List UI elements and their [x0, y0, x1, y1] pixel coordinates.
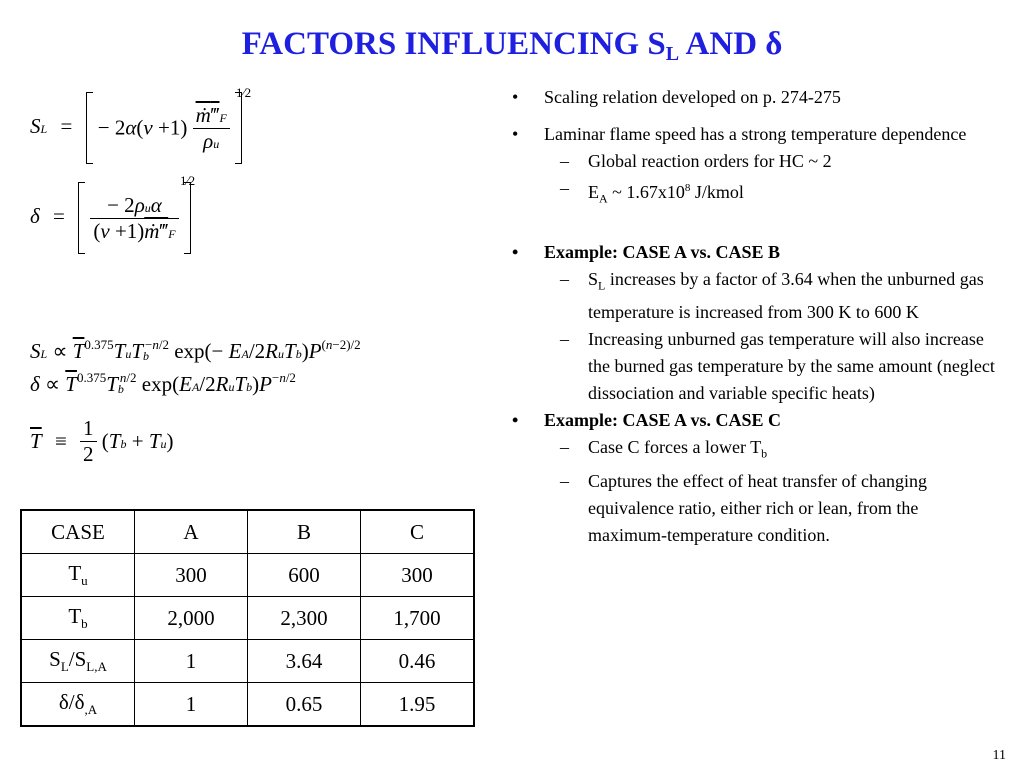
table-cell: 0.46 — [361, 640, 475, 683]
bullet-item: • Scaling relation developed on p. 274-275 — [508, 84, 998, 111]
table-cell: 1 — [135, 640, 248, 683]
table-cell: 300 — [361, 554, 475, 597]
table-header-row — [21, 510, 474, 554]
table-header-cell: B — [248, 510, 361, 554]
slide-title: FACTORS INFLUENCING $S_L$ AND δ — [241, 26, 783, 65]
sub-bullet-item: – Increasing unburned gas temperature will also increase the burned gas temperature by the same amount (neglect dissociation and variable specific heats) — [508, 326, 998, 407]
case-comparison-table — [20, 509, 475, 727]
table-cell: 300 — [135, 554, 248, 597]
table-cell: 0.65 — [248, 683, 361, 727]
table-row — [21, 640, 474, 683]
equation-delta-formula: δ = $\frac{\text{− 2ρuα}}{\text{(ν +1)ṁ‴F}}$ 1⁄2 — [30, 182, 191, 254]
table-header-cell: CASE — [21, 510, 135, 554]
table-cell: 2,000 — [135, 597, 248, 640]
table-cell: 2,300 — [248, 597, 361, 640]
table-row — [21, 554, 474, 597]
table-cell: 3.64 — [248, 640, 361, 683]
table-row — [21, 683, 474, 727]
sub-bullet-item: – Captures the effect of heat transfer of changing equivalence ratio, either rich or lean, from the maximum-temperature condition. — [508, 468, 998, 549]
bullet-item: • Example: CASE A vs. CASE B — [508, 239, 998, 266]
table-cell: 600 — [248, 554, 361, 597]
sub-bullet-item: – $S_L$ increases by a factor of 3.64 when the unburned gas temperature is increased from 300 K to 600 K — [508, 266, 998, 327]
equation-mean-temperature: $\overline{T}$ ≡ $\frac{1}{2}$ (Tb + Tu) — [30, 416, 174, 466]
bullet-item: • Example: CASE A vs. CASE C — [508, 407, 998, 434]
table-cell: 1 — [135, 683, 248, 727]
sub-bullet-item: – Case C forces a lower $T_b$ — [508, 434, 998, 468]
equation-sl-proportionality: SL ∝ $\overline{T}^{0.375}TuTb^{-n/2}$ $\exp(- EA/2RuTb)P^{(n-2)/2}$ — [30, 337, 361, 363]
row-label: $T_u$ — [21, 554, 135, 597]
row-label: $T_b$ — [21, 597, 135, 640]
table-cell: 1.95 — [361, 683, 475, 727]
row-label: $\delta/\delta_{,A}$ — [21, 683, 135, 727]
table-header-cell: C — [361, 510, 475, 554]
equation-delta-proportionality: $\delta \propto \overline{T}^{0.375}Tb^{n/2}$ $\exp(EA/2RuTb)P^{-n/2}$ — [30, 370, 296, 396]
page-number: 11 — [992, 748, 1006, 763]
sub-bullet-item: – Global reaction orders for HC ~ 2 — [508, 148, 998, 175]
table-cell: 1,700 — [361, 597, 475, 640]
bullet-item: • Laminar flame speed has a strong temperature dependence — [508, 121, 998, 148]
row-label: $S_L/S_{L,A}$ — [21, 640, 135, 683]
sub-bullet-item: – $E_A$ ~ $1.67x10^8$ J/kmol — [508, 175, 998, 213]
bullet-list — [508, 84, 998, 549]
table-header-cell: A — [135, 510, 248, 554]
table-row — [21, 597, 474, 640]
equation-sl-formula: SL = − 2α(ν +1) $\frac{\text{ṁ‴F}}{\rho u}$ 1⁄2 — [30, 92, 242, 164]
